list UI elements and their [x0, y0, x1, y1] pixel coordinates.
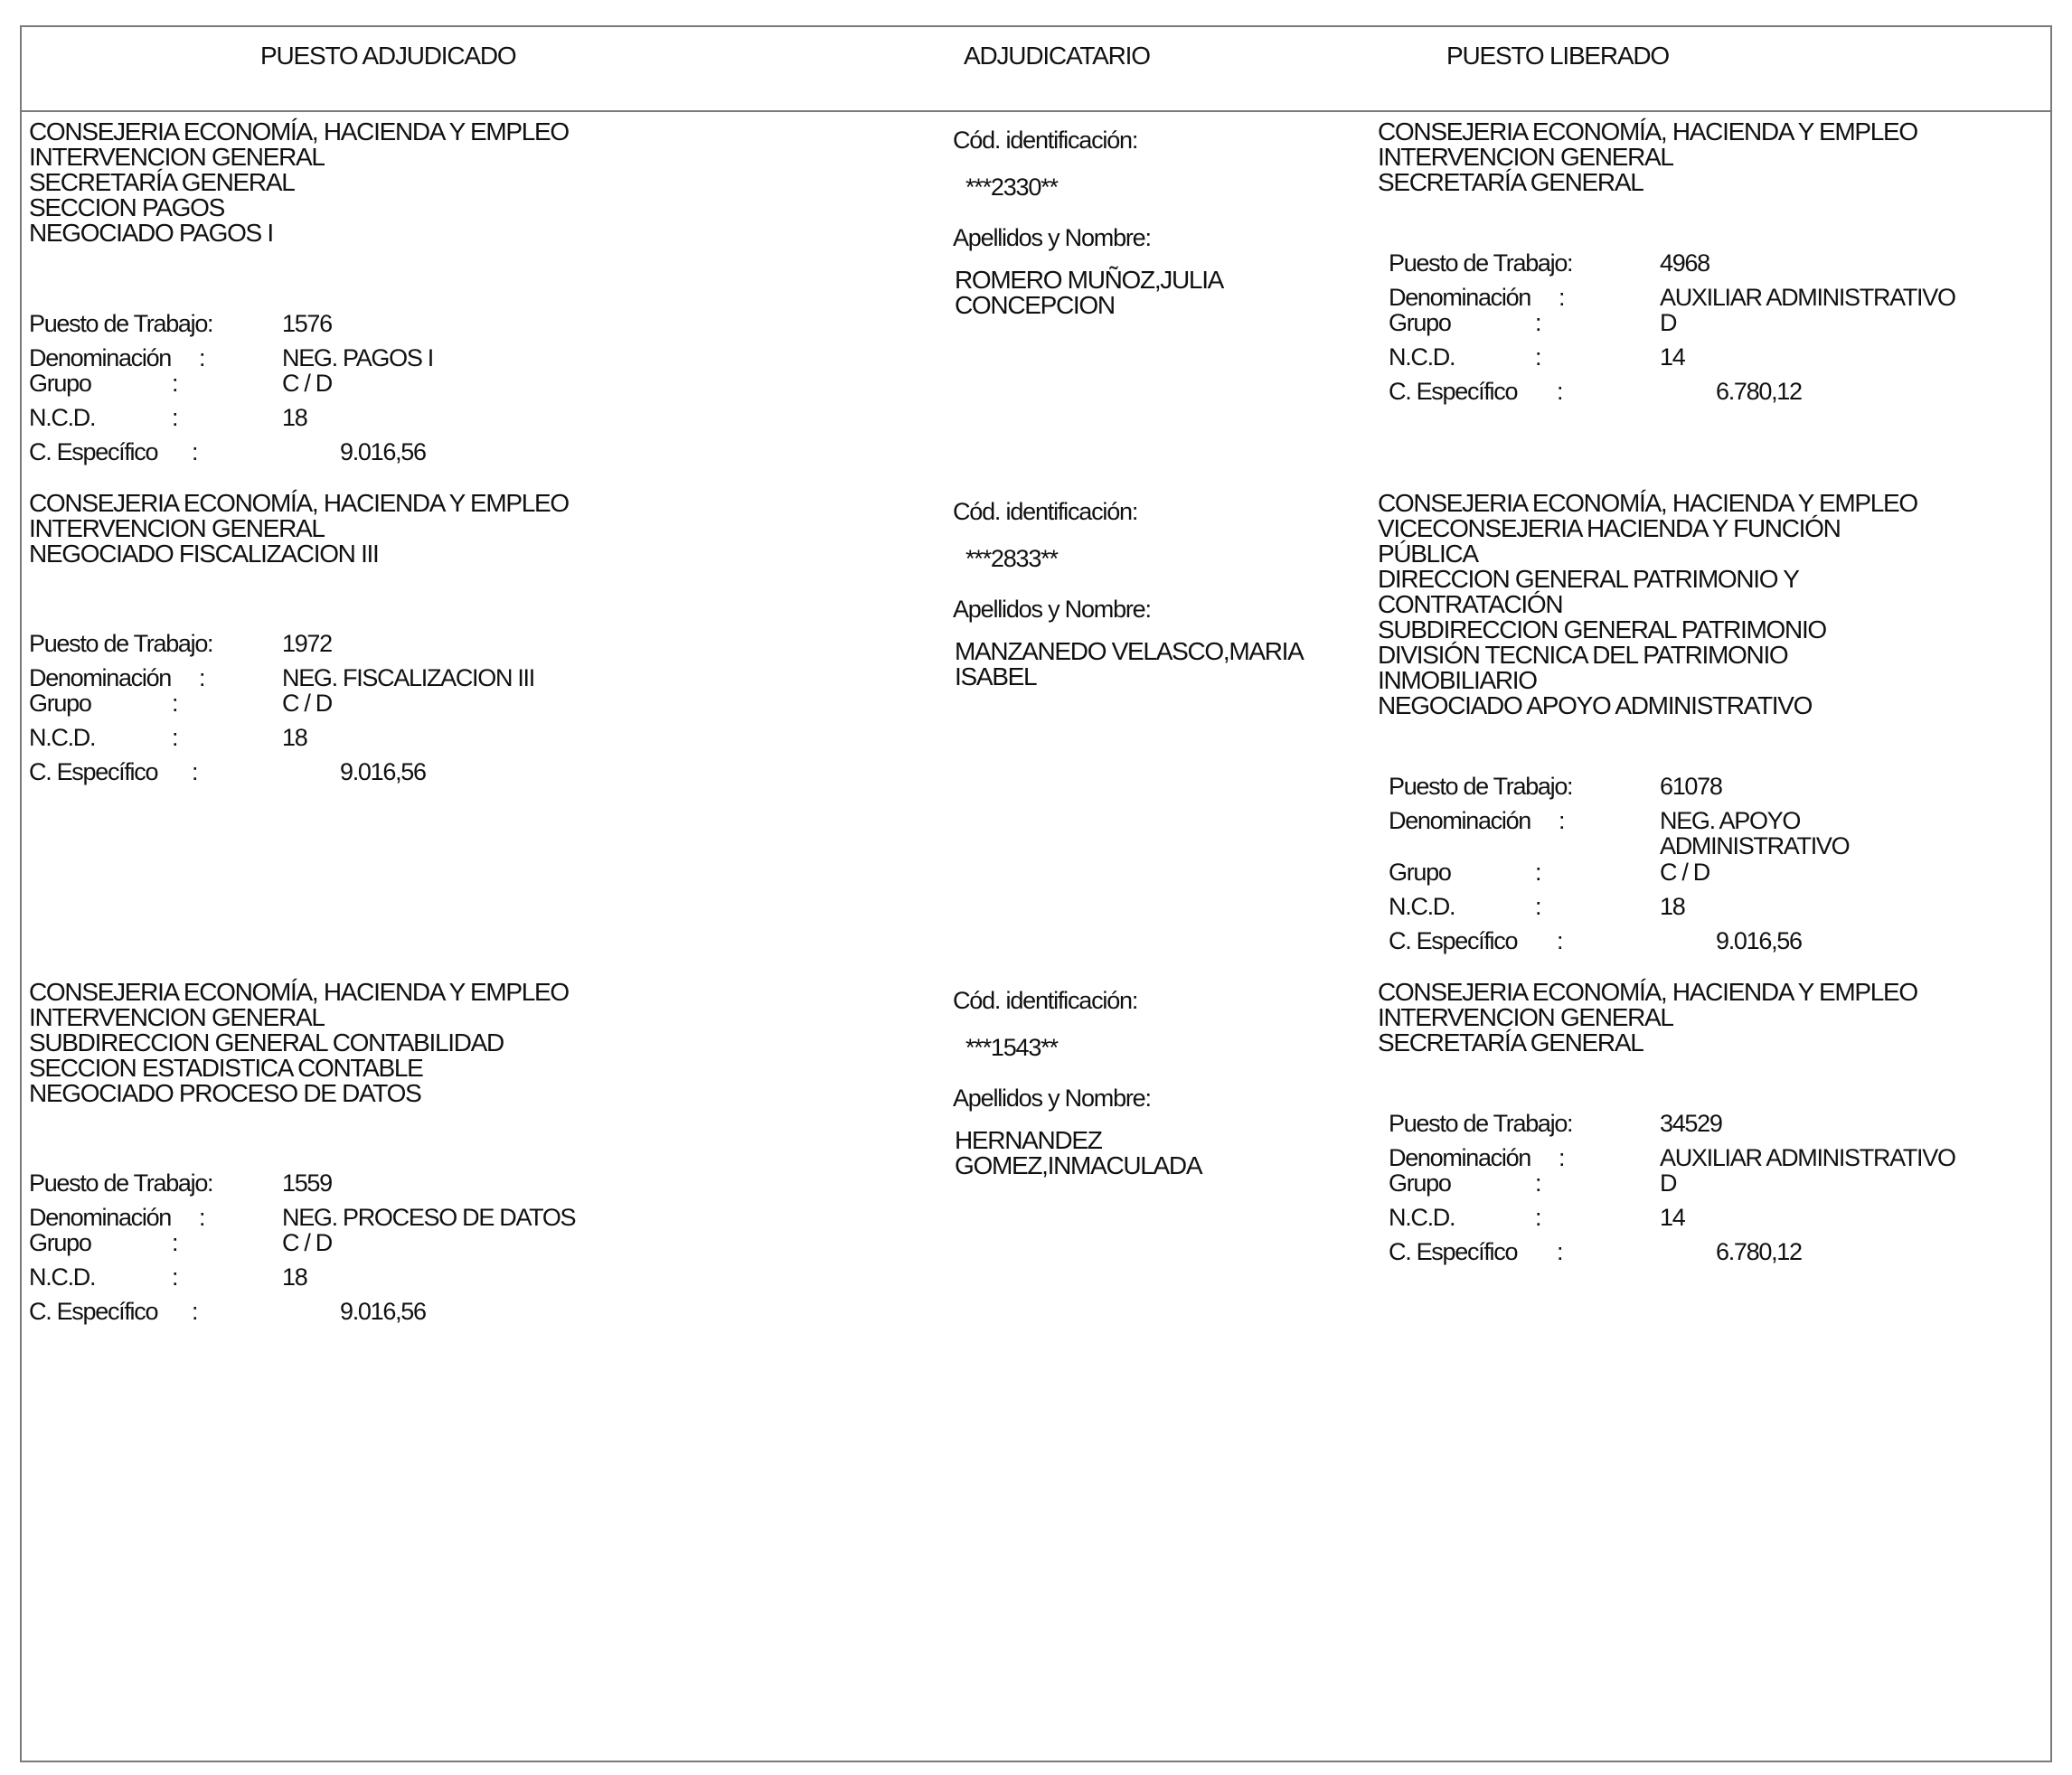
liberado-denominacion-value: AUXILIAR ADMINISTRATIVO	[1660, 284, 1955, 311]
liberado-ncd-label: N.C.D.	[1389, 1204, 1455, 1231]
liberado-denominacion-label: Denominación	[1389, 1144, 1530, 1171]
liberado-c-especifico-colon: :	[1557, 378, 1563, 405]
liberado-grupo-label: Grupo	[1389, 859, 1451, 886]
adjudicado-puesto-label: Puesto de Trabajo:	[29, 630, 213, 657]
org-line: SECRETARÍA GENERAL	[29, 168, 295, 196]
org-line: CONSEJERIA ECONOMÍA, HACIENDA Y EMPLEO	[29, 978, 569, 1006]
liberado-denominacion-colon: :	[1559, 807, 1565, 834]
adjudicado-grupo-value: C / D	[282, 690, 333, 717]
apellidos-nombre-value	[955, 639, 1304, 690]
nombre-line: GOMEZ,INMACULADA	[955, 1151, 1202, 1179]
adjudicado-c-especifico-value: 9.016,56	[340, 438, 426, 465]
adjudicado-puesto-label: Puesto de Trabajo:	[29, 1169, 213, 1197]
liberado-denominacion-colon: :	[1559, 284, 1565, 311]
puesto-adjudicado-org	[29, 491, 569, 567]
adjudicado-ncd-colon: :	[172, 1263, 178, 1291]
org-line: CONSEJERIA ECONOMÍA, HACIENDA Y EMPLEO	[1378, 489, 1917, 517]
liberado-grupo-label: Grupo	[1389, 309, 1451, 336]
liberado-denominacion-value: ADMINISTRATIVO	[1660, 832, 1850, 859]
liberado-denominacion-label: Denominación	[1389, 284, 1530, 311]
adjudicado-puesto-value: 1559	[282, 1169, 332, 1197]
cod-identificacion-value: ***1543**	[965, 1034, 1058, 1061]
puesto-liberado-org	[1378, 491, 1917, 718]
adjudicado-ncd-colon: :	[172, 404, 178, 431]
org-line: INTERVENCION GENERAL	[1378, 1003, 1673, 1031]
nombre-line: MANZANEDO VELASCO,MARIA	[955, 637, 1304, 665]
liberado-ncd-colon: :	[1535, 343, 1541, 371]
liberado-ncd-label: N.C.D.	[1389, 893, 1455, 920]
header-divider	[20, 110, 2052, 112]
apellidos-nombre-value	[955, 1128, 1201, 1179]
liberado-c-especifico-label: C. Específico	[1389, 1238, 1518, 1265]
adjudicado-grupo-label: Grupo	[29, 1229, 91, 1256]
liberado-ncd-value: 14	[1660, 1204, 1685, 1231]
puesto-liberado-org	[1378, 980, 1917, 1056]
liberado-ncd-value: 18	[1660, 893, 1685, 920]
liberado-c-especifico-label: C. Específico	[1389, 927, 1518, 954]
org-line: NEGOCIADO FISCALIZACION III	[29, 540, 379, 568]
org-line: CONSEJERIA ECONOMÍA, HACIENDA Y EMPLEO	[1378, 117, 1917, 146]
liberado-grupo-value: D	[1660, 1169, 1677, 1197]
liberado-puesto-label: Puesto de Trabajo:	[1389, 1110, 1573, 1137]
liberado-ncd-label: N.C.D.	[1389, 343, 1455, 371]
adjudicado-puesto-value: 1576	[282, 310, 332, 337]
adjudicado-grupo-label: Grupo	[29, 690, 91, 717]
org-line: PÚBLICA	[1378, 540, 1478, 568]
org-line: SECRETARÍA GENERAL	[1378, 168, 1643, 196]
header-puesto-adjudicado: PUESTO ADJUDICADO	[260, 42, 516, 70]
liberado-puesto-value: 34529	[1660, 1110, 1722, 1137]
adjudicado-denominacion-colon: :	[199, 664, 205, 691]
adjudicado-c-especifico-label: C. Específico	[29, 758, 158, 785]
org-line: DIVISIÓN TECNICA DEL PATRIMONIO	[1378, 641, 1788, 669]
org-line: SUBDIRECCION GENERAL PATRIMONIO	[1378, 615, 1826, 643]
liberado-denominacion-colon: :	[1559, 1144, 1565, 1171]
liberado-grupo-colon: :	[1535, 1169, 1541, 1197]
liberado-puesto-value: 4968	[1660, 249, 1709, 277]
org-line: VICECONSEJERIA HACIENDA Y FUNCIÓN	[1378, 514, 1841, 542]
org-line: SECCION ESTADISTICA CONTABLE	[29, 1054, 423, 1082]
adjudicado-denominacion-label: Denominación	[29, 664, 171, 691]
nombre-line: HERNANDEZ	[955, 1126, 1102, 1154]
header-adjudicatario: ADJUDICATARIO	[964, 42, 1150, 70]
adjudicado-ncd-label: N.C.D.	[29, 724, 96, 751]
adjudicado-grupo-colon: :	[172, 370, 178, 397]
adjudicado-grupo-value: C / D	[282, 370, 333, 397]
header-puesto-liberado: PUESTO LIBERADO	[1446, 42, 1670, 70]
liberado-grupo-colon: :	[1535, 859, 1541, 886]
liberado-c-especifico-value: 6.780,12	[1716, 1238, 1802, 1265]
adjudicado-grupo-colon: :	[172, 1229, 178, 1256]
adjudicado-puesto-value: 1972	[282, 630, 332, 657]
apellidos-nombre-label: Apellidos y Nombre:	[953, 596, 1151, 623]
liberado-c-especifico-value: 9.016,56	[1716, 927, 1802, 954]
adjudicado-grupo-label: Grupo	[29, 370, 91, 397]
adjudicado-c-especifico-value: 9.016,56	[340, 1298, 426, 1325]
liberado-denominacion-value: AUXILIAR ADMINISTRATIVO	[1660, 1144, 1955, 1171]
apellidos-nombre-label: Apellidos y Nombre:	[953, 224, 1151, 251]
liberado-grupo-colon: :	[1535, 309, 1541, 336]
liberado-ncd-colon: :	[1535, 893, 1541, 920]
org-line: CONSEJERIA ECONOMÍA, HACIENDA Y EMPLEO	[29, 489, 569, 517]
liberado-grupo-value: D	[1660, 309, 1677, 336]
liberado-grupo-value: C / D	[1660, 859, 1710, 886]
org-line: NEGOCIADO PAGOS I	[29, 219, 273, 247]
adjudicado-ncd-colon: :	[172, 724, 178, 751]
adjudicado-ncd-value: 18	[282, 404, 307, 431]
org-line: INTERVENCION GENERAL	[29, 1003, 325, 1031]
nombre-line: CONCEPCION	[955, 291, 1115, 319]
org-line: CONSEJERIA ECONOMÍA, HACIENDA Y EMPLEO	[1378, 978, 1917, 1006]
org-line: INTERVENCION GENERAL	[29, 514, 325, 542]
org-line: INTERVENCION GENERAL	[29, 143, 325, 171]
liberado-ncd-value: 14	[1660, 343, 1685, 371]
org-line: SUBDIRECCION GENERAL CONTABILIDAD	[29, 1028, 504, 1057]
adjudicado-denominacion-value: NEG. FISCALIZACION III	[282, 664, 534, 691]
adjudicado-ncd-label: N.C.D.	[29, 404, 96, 431]
liberado-denominacion-label: Denominación	[1389, 807, 1530, 834]
org-line: CONSEJERIA ECONOMÍA, HACIENDA Y EMPLEO	[29, 117, 569, 146]
adjudicado-c-especifico-label: C. Específico	[29, 1298, 158, 1325]
adjudicado-c-especifico-colon: :	[192, 1298, 198, 1325]
liberado-ncd-colon: :	[1535, 1204, 1541, 1231]
adjudicado-denominacion-label: Denominación	[29, 1204, 171, 1231]
liberado-puesto-value: 61078	[1660, 773, 1722, 800]
cod-identificacion-label: Cód. identificación:	[953, 127, 1138, 154]
liberado-puesto-label: Puesto de Trabajo:	[1389, 773, 1573, 800]
nombre-line: ROMERO MUÑOZ,JULIA	[955, 266, 1224, 294]
org-line: NEGOCIADO APOYO ADMINISTRATIVO	[1378, 691, 1813, 719]
adjudicado-denominacion-colon: :	[199, 344, 205, 371]
puesto-liberado-org	[1378, 119, 1917, 195]
adjudicado-ncd-value: 18	[282, 724, 307, 751]
adjudicado-c-especifico-colon: :	[192, 758, 198, 785]
puesto-adjudicado-org	[29, 980, 569, 1106]
org-line: SECRETARÍA GENERAL	[1378, 1028, 1643, 1057]
adjudicado-ncd-label: N.C.D.	[29, 1263, 96, 1291]
adjudicado-puesto-label: Puesto de Trabajo:	[29, 310, 213, 337]
liberado-c-especifico-colon: :	[1557, 1238, 1563, 1265]
adjudicado-ncd-value: 18	[282, 1263, 307, 1291]
org-line: NEGOCIADO PROCESO DE DATOS	[29, 1079, 421, 1107]
liberado-denominacion-value: NEG. APOYO	[1660, 807, 1801, 834]
adjudicado-c-especifico-colon: :	[192, 438, 198, 465]
nombre-line: ISABEL	[955, 662, 1037, 690]
adjudicado-c-especifico-value: 9.016,56	[340, 758, 426, 785]
puesto-adjudicado-org	[29, 119, 569, 246]
liberado-c-especifico-value: 6.780,12	[1716, 378, 1802, 405]
adjudicado-denominacion-value: NEG. PROCESO DE DATOS	[282, 1204, 576, 1231]
cod-identificacion-value: ***2833**	[965, 545, 1058, 572]
adjudicado-grupo-colon: :	[172, 690, 178, 717]
apellidos-nombre-label: Apellidos y Nombre:	[953, 1085, 1151, 1112]
liberado-c-especifico-label: C. Específico	[1389, 378, 1518, 405]
cod-identificacion-label: Cód. identificación:	[953, 498, 1138, 525]
cod-identificacion-value: ***2330**	[965, 174, 1058, 201]
apellidos-nombre-value	[955, 268, 1223, 318]
adjudicado-denominacion-value: NEG. PAGOS I	[282, 344, 433, 371]
org-line: DIRECCION GENERAL PATRIMONIO Y	[1378, 565, 1799, 593]
org-line: SECCION PAGOS	[29, 193, 224, 221]
org-line: INMOBILIARIO	[1378, 666, 1537, 694]
liberado-c-especifico-colon: :	[1557, 927, 1563, 954]
org-line: CONTRATACIÓN	[1378, 590, 1563, 618]
adjudicado-c-especifico-label: C. Específico	[29, 438, 158, 465]
cod-identificacion-label: Cód. identificación:	[953, 987, 1138, 1014]
org-line: INTERVENCION GENERAL	[1378, 143, 1673, 171]
liberado-puesto-label: Puesto de Trabajo:	[1389, 249, 1573, 277]
adjudicado-denominacion-label: Denominación	[29, 344, 171, 371]
liberado-grupo-label: Grupo	[1389, 1169, 1451, 1197]
adjudicado-grupo-value: C / D	[282, 1229, 333, 1256]
adjudicado-denominacion-colon: :	[199, 1204, 205, 1231]
